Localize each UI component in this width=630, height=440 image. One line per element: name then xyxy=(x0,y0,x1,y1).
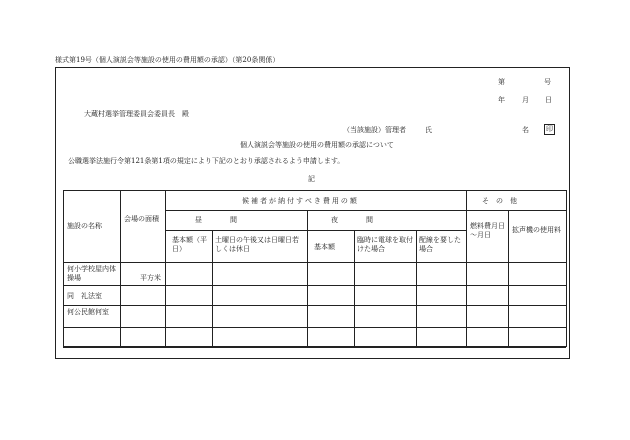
day-weekend-header: 土曜日の午後又は日曜日若しくは休日 xyxy=(215,236,299,253)
manager-name-prefix: 氏 xyxy=(425,126,432,134)
cost-group-header: 候補者が納付すべき費用の額 xyxy=(242,197,359,205)
manager-label: （当該施設）管理者 xyxy=(343,126,406,134)
night-temp-power-header: 臨時に電球を取付けた場合 xyxy=(357,236,413,253)
number-prefix: 第 xyxy=(498,78,505,86)
subject: 個人演説会等施設の使用の費用額の承認について xyxy=(240,141,394,149)
night-base-header: 基本額 xyxy=(314,243,335,251)
row-2-facility: 同 礼法室 xyxy=(67,292,102,300)
row-1-area: 平方米 xyxy=(140,274,161,282)
night-header: 夜 間 xyxy=(331,216,373,224)
day-base-header: 基本額（平日） xyxy=(172,236,207,253)
date-year: 年 xyxy=(498,96,505,104)
col-facility-header: 施設の名称 xyxy=(67,222,102,230)
other-group-header: そ の 他 xyxy=(482,197,517,205)
loudspeaker-header: 拡声機の使用料 xyxy=(512,226,561,234)
body-text: 公職選挙法施行令第121条第1項の規定により下記のとおり承認されるよう申請します。 xyxy=(68,157,345,165)
day-header: 昼 間 xyxy=(195,216,237,224)
seal-mark: 印 xyxy=(546,125,553,133)
col-area-header: 会場の面積 xyxy=(124,215,159,223)
ki-mark: 記 xyxy=(308,175,315,183)
row-3-facility: 何公民館何室 xyxy=(67,308,109,316)
addressee: 大蔵村選挙管理委員会委員長 殿 xyxy=(84,110,189,118)
number-suffix: 号 xyxy=(544,78,551,86)
date-day: 日 xyxy=(545,96,552,104)
fee-date-header: 燃料費月日～月日 xyxy=(470,222,505,239)
row-1-facility: 何小学校屋内体操場 xyxy=(67,265,116,282)
manager-name-suffix: 名 xyxy=(522,126,529,134)
form-label: 様式第19号（個人演説会等施設の使用の費用額の承認）（第20条関係） xyxy=(55,56,280,64)
date-month: 月 xyxy=(522,96,529,104)
night-wiring-header: 配線を要した場合 xyxy=(419,236,461,253)
